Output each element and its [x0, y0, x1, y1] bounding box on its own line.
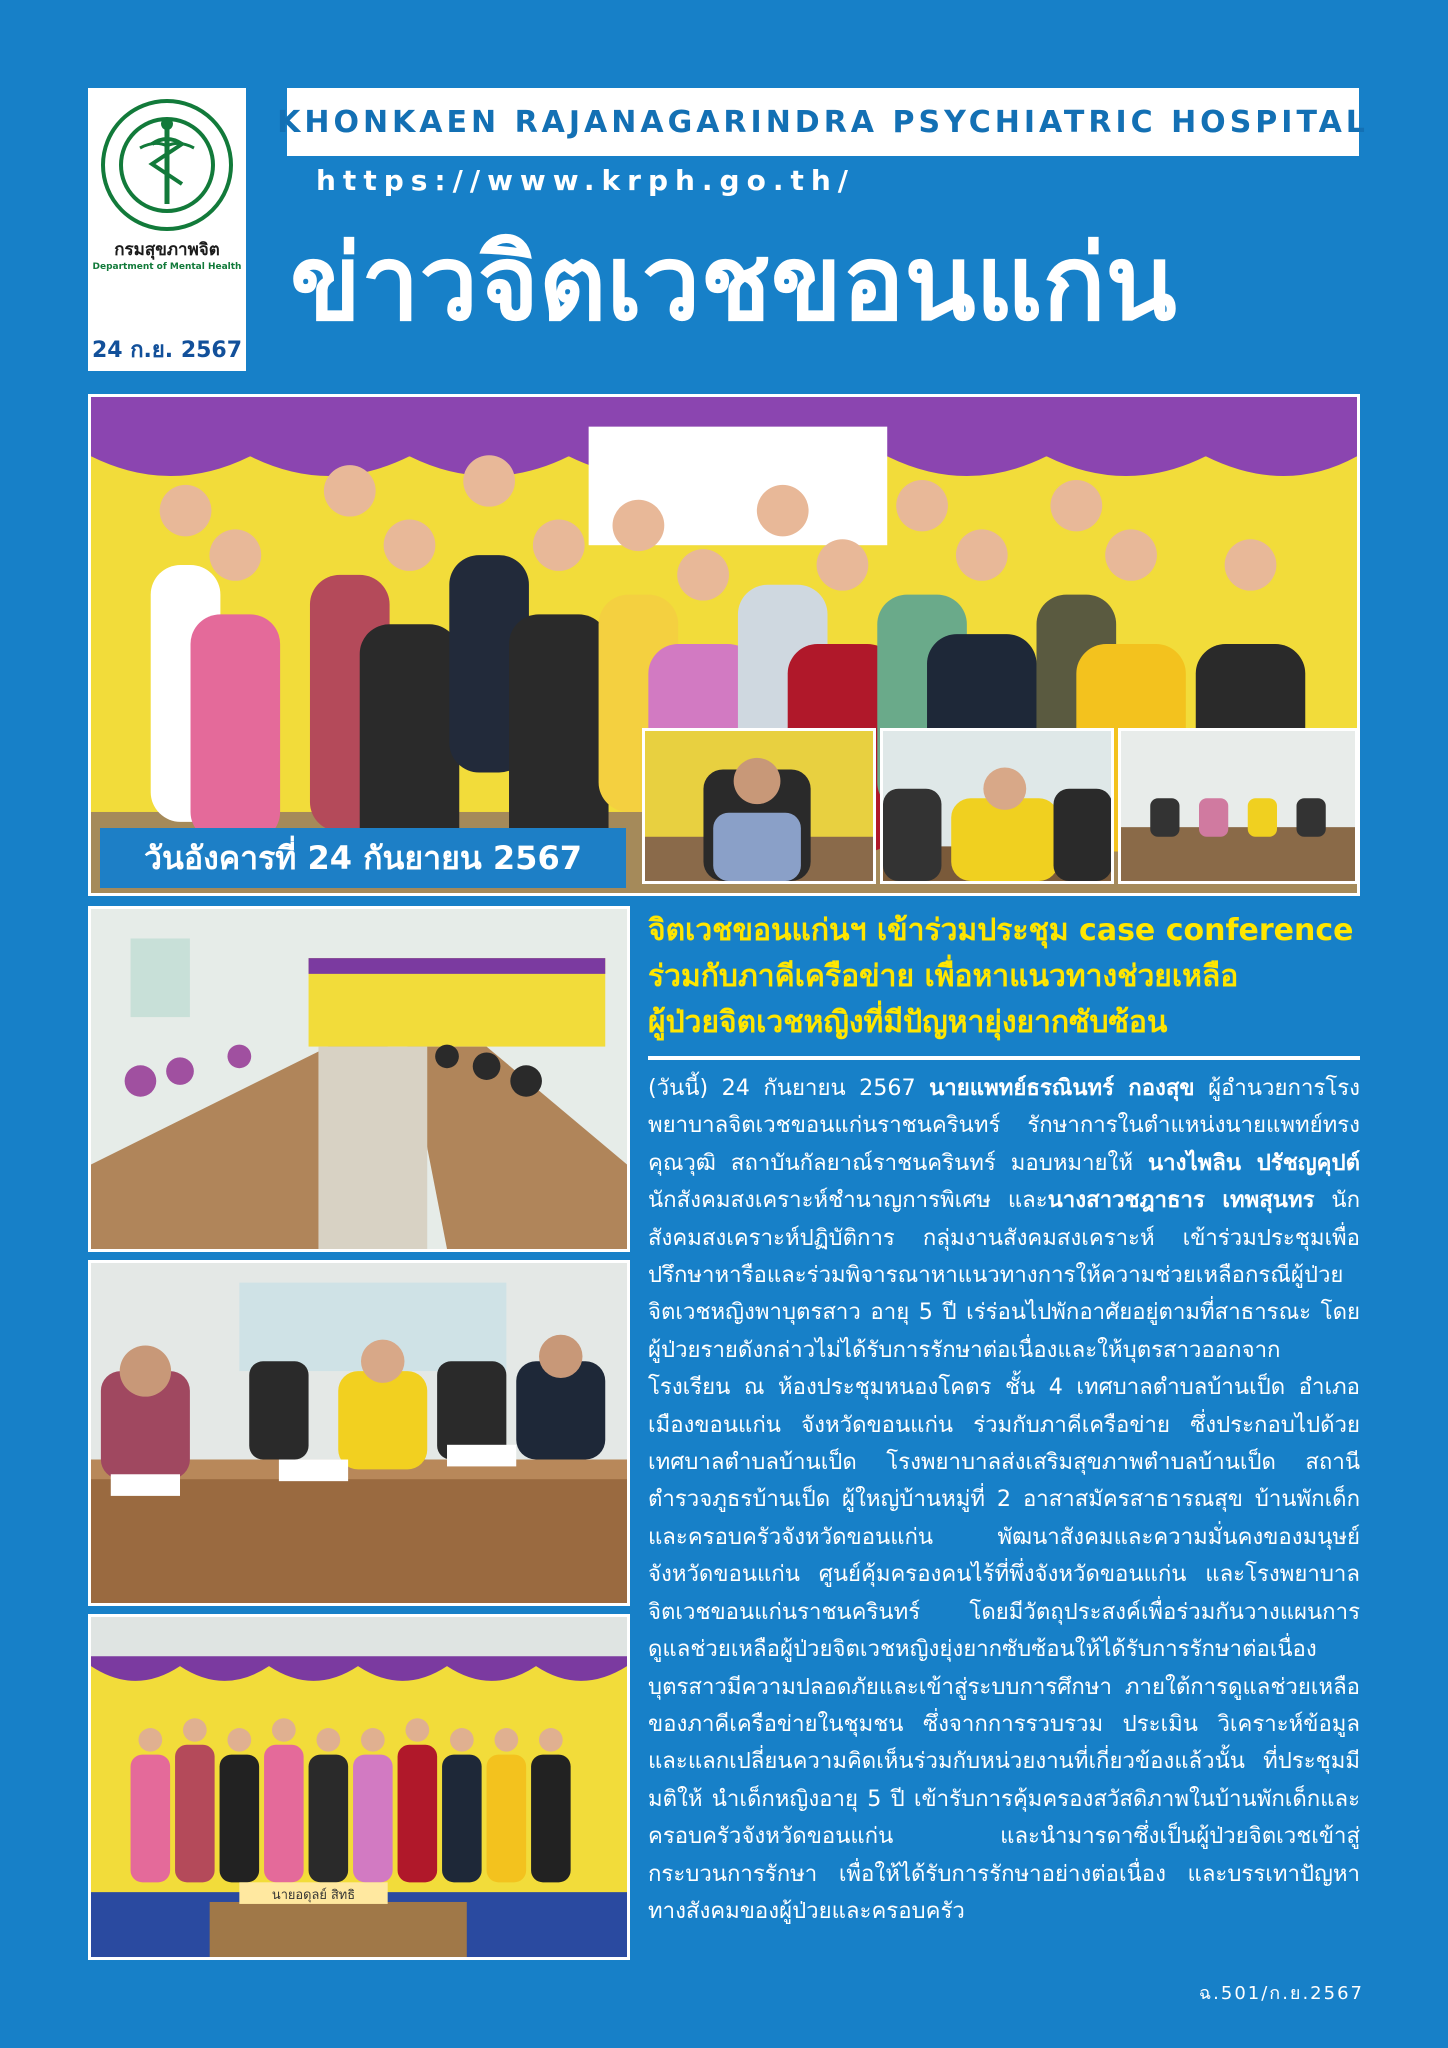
discussion-photo	[88, 1260, 630, 1606]
social-worker-name-2: นางสาวชฎาธาร เทพสุนทร	[1047, 1187, 1315, 1214]
newsletter-masthead: ข่าวจิตเวชขอนแก่น	[290, 222, 1177, 344]
meeting-room-photo	[88, 906, 630, 1252]
article-headline	[648, 908, 1360, 1046]
hospital-url[interactable]: https://www.krph.go.th/	[316, 164, 856, 197]
headline-divider	[648, 1056, 1360, 1060]
inset-photo-speaker	[642, 728, 876, 884]
inset-photo-participants	[880, 728, 1114, 884]
department-name-english: Department of Mental Health	[92, 262, 242, 272]
group-photo-hall	[88, 1614, 630, 1960]
nameplate: นายอดุลย์ สิทธิ	[271, 1888, 356, 1904]
document-number: ฉ.501/ก.ย.2567	[1198, 1983, 1364, 2004]
director-name: นายแพทย์ธรณินทร์ กองสุข	[929, 1075, 1195, 1101]
event-date-banner: วันอังคารที่ 24 กันยายน 2567	[100, 828, 626, 888]
hospital-name: KHONKAEN RAJANAGARINDRA PSYCHIATRIC HOSPITAL	[277, 104, 1369, 140]
social-worker-name-1: นางไพลิน ปรัชญคุปต์	[1148, 1149, 1360, 1176]
department-name-thai: กรมสุขภาพจิต	[114, 240, 220, 260]
logo-box	[88, 88, 246, 371]
ministry-seal-icon	[100, 96, 234, 234]
headline-line-1: จิตเวชขอนแก่นฯ เข้าร่วมประชุม case conference	[648, 913, 1354, 948]
article-body: (วันนี้) 24 กันยายน 2567 นายแพทย์ธรณินทร์ กองสุข ผู้อำนวยการโรงพยาบาลจิตเวชขอนแก่นราชนครินทร์ รักษาการในตำแหน่งนายแพทย์ทรงคุณวุฒิ สถาบันกัลยาณ์ราชนครินทร์ มอบหมายให้ นางไพลิน ปรัชญคุปต์ นักสังคมสงเคราะห์ชำนาญการพิเศษ และนางสาวชฎาธาร เทพสุนทร นักสังคมสงเคราะห์ปฏิบัติการ กลุ่มงานสังคมสงเคราะห์ เข้าร่วมประชุมเพื่อปรึกษาหารือและร่วมพิจารณาหาแนวทางการให้ความช่วยเหลือกรณีผู้ป่วยจิตเวชหญิงพาบุตรสาว อายุ 5 ปี เร่ร่อนไปพักอาศัยอยู่ตามที่สาธารณะ โดยผู้ป่วยรายดังกล่าวไม่ได้รับการรักษาต่อเนื่องและให้บุตรสาวออกจากโรงเรียน ณ ห้องประชุมหนองโคตร ชั้น 4 เทศบาลตำบลบ้านเป็ด อำเภอเมืองขอนแก่น จังหวัดขอนแก่น ร่วมกับภาคีเครือข่าย ซึ่งประกอบไปด้วย เทศบาลตำบลบ้านเป็ด โรงพยาบาลส่งเสริมสุขภาพตำบลบ้านเป็ด สถานีตำรวจภูธรบ้านเป็ด ผู้ใหญ่บ้านหมู่ที่ 2 อาสาสมัครสาธารณสุข บ้านพักเด็กและครอบครัวจังหวัดขอนแก่น พัฒนาสังคมและความมั่นคงของมนุษย์จังหวัดขอนแก่น ศูนย์คุ้มครองคนไร้ที่พึ่งจังหวัดขอนแก่น และโรงพยาบาลจิตเวชขอนแก่นราชนครินทร์ โดยมีวัตถุประสงค์เพื่อร่วมกันวางแผนการดูแลช่วยเหลือผู้ป่วยจิตเวชหญิงยุ่งยากซับซ้อนให้ได้รับการรักษาต่อเนื่อง บุตรสาวมีความปลอดภัยและเข้าสู่ระบบการศึกษา ภายใต้การดูแลช่วยเหลือของภาคีเครือข่ายในชุมชน ซึ่งจากการรวบรวม ประเมิน วิเคราะห์ข้อมูล และแลกเปลี่ยนความคิดเห็นร่วมกับหน่วยงานที่เกี่ยวข้องแล้วนั้น ที่ประชุมมีมติให้ นำเด็กหญิงอายุ 5 ปี เข้ารับการคุ้มครองสวัสดิภาพในบ้านพักเด็กและครอบครัวจังหวัดขอนแก่น และนำมารดาซึ่งเป็นผู้ป่วยจิตเวชเข้าสู่กระบวนการรักษา เพื่อให้ได้รับการรักษาอย่างต่อเนื่อง และบรรเทาปัญหาทางสังคมของผู้ป่วยและครอบครัว	[648, 1075, 1361, 1924]
issue-date: 24 ก.ย. 2567	[91, 338, 243, 363]
hospital-name-bar	[277, 88, 1369, 156]
headline-line-2: ร่วมกับภาคีเครือข่าย เพื่อหาแนวทางช่วยเหลือ	[648, 959, 1239, 994]
headline-line-3: ผู้ป่วยจิตเวชหญิงที่มีปัญหายุ่งยากซับซ้อน	[648, 1005, 1168, 1040]
inset-photo-meeting-room	[1118, 728, 1358, 884]
